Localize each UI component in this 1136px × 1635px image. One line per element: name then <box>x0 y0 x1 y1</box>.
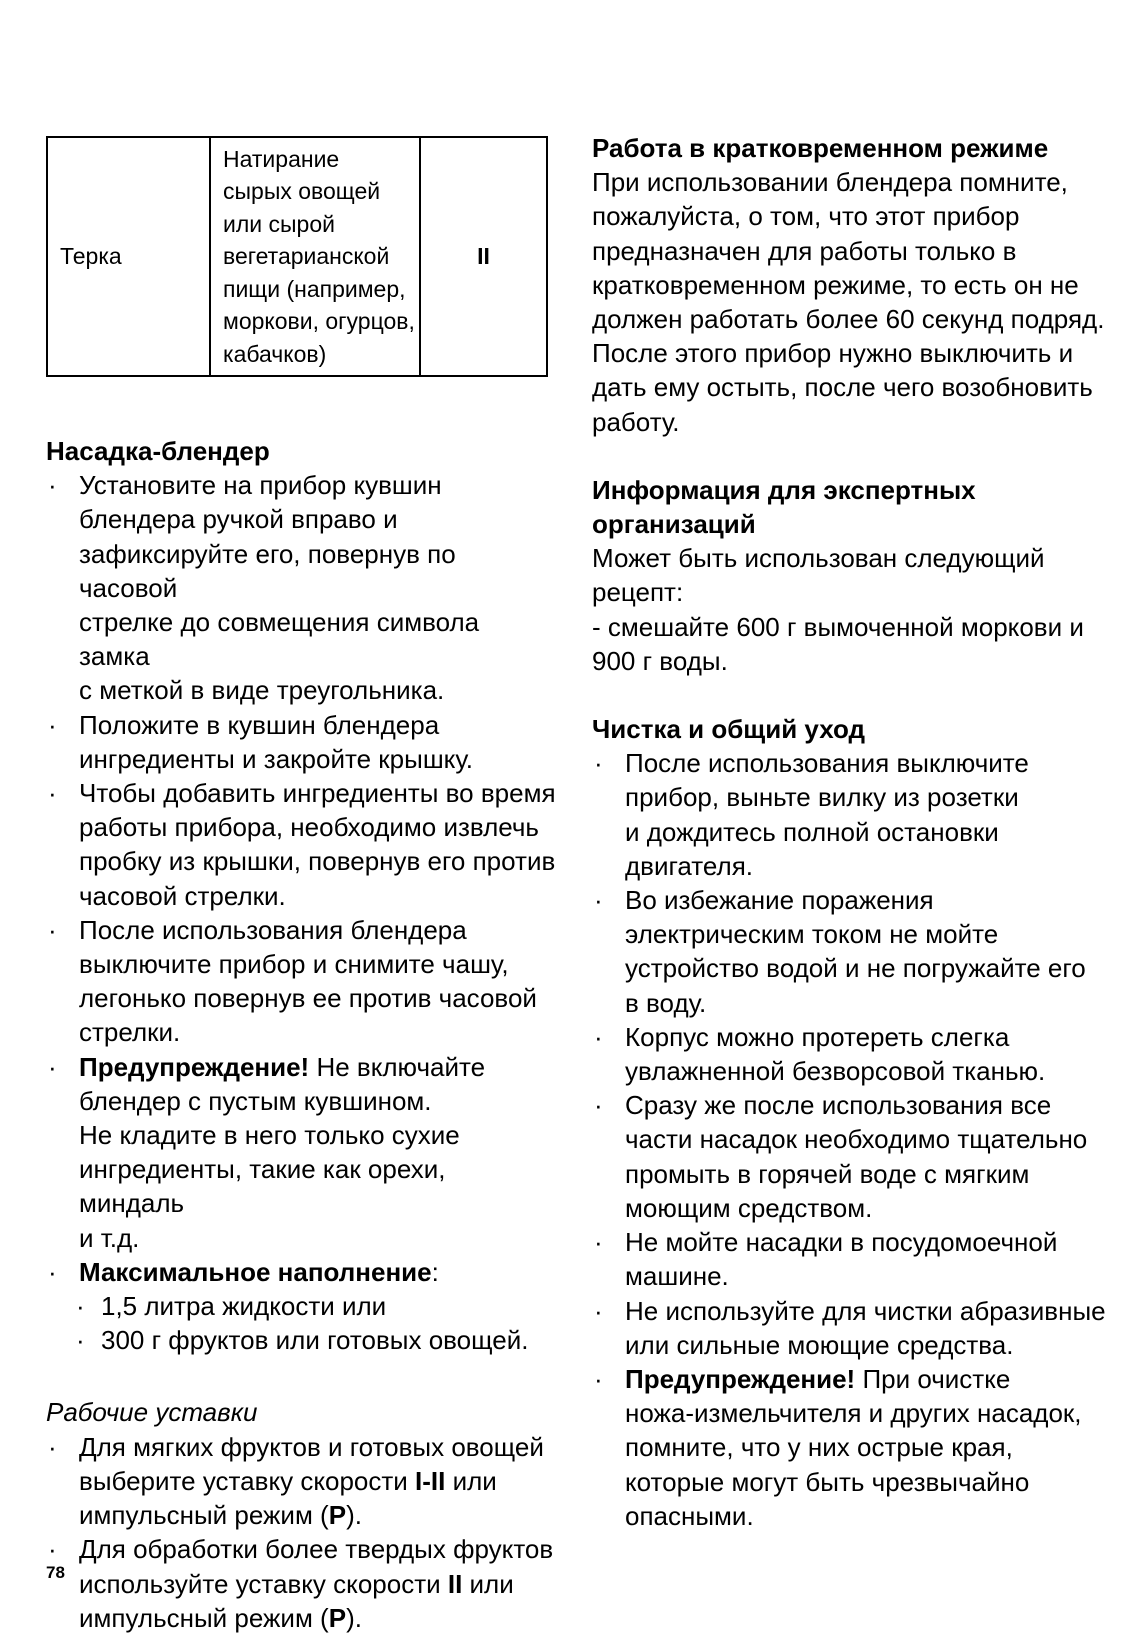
text-line: Не кладите в него только сухие <box>79 1120 460 1151</box>
list-item <box>592 1020 1112 1088</box>
text-line: прибор, выньте вилку из розетки <box>625 782 1019 813</box>
text-line: 300 г фруктов или готовых овощей. <box>101 1325 529 1356</box>
text-line: рецепт: <box>592 577 684 608</box>
list-item <box>46 913 556 1050</box>
colon: : <box>431 1256 439 1287</box>
list-item <box>592 883 1112 1020</box>
speed-value: II <box>477 243 490 269</box>
text-line: стрелки. <box>79 1017 181 1048</box>
text-line: устройство водой и не погружайте его <box>625 953 1086 984</box>
section-heading-blender: Насадка-блендер <box>46 436 270 466</box>
text-span: ). <box>346 1602 362 1633</box>
section-heading-expert <box>592 473 1112 541</box>
text-line <box>79 1601 556 1635</box>
warning-label: Предупреждение! <box>79 1051 310 1082</box>
text-line: двигателя. <box>625 850 753 881</box>
text-line: Положите в кувшин блендера <box>79 709 440 740</box>
text-line: пожалуйста, о том, что этот прибор <box>592 201 1020 232</box>
bullet-icon: · <box>48 470 57 501</box>
text-span: выберите уставку скорости <box>79 1465 416 1496</box>
text-line: которые могут быть чрезвычайно <box>625 1466 1030 1497</box>
text-line: электрическим током не мойте <box>625 919 999 950</box>
table-cell-attachment <box>48 138 211 375</box>
text-line: стрелке до совмещения символа замка <box>79 607 480 672</box>
list-item <box>592 1088 1112 1225</box>
text-line: машине. <box>625 1261 729 1292</box>
list-item <box>46 1430 556 1533</box>
text-line: промыть в горячей воде с мягким <box>625 1158 1030 1189</box>
list-item-max-fill <box>46 1255 556 1289</box>
purpose-line: моркови, огурцов, <box>223 308 415 335</box>
bullet-icon: · <box>594 1227 603 1258</box>
list-item-warning <box>46 1050 556 1255</box>
bullet-icon: · <box>48 1431 57 1462</box>
bullet-icon: · <box>594 1295 603 1326</box>
text-line <box>79 1464 556 1498</box>
pulse-label: P <box>328 1602 347 1633</box>
expert-text <box>592 541 1112 678</box>
text-span: используйте уставку скорости <box>79 1568 448 1599</box>
text-line: и т.д. <box>79 1222 140 1253</box>
text-line: Во избежание поражения <box>625 885 934 916</box>
text-line <box>79 1567 556 1601</box>
speed-label: I-II <box>415 1465 446 1496</box>
pulse-label: P <box>328 1500 347 1531</box>
text-line: пробку из крышки, повернув его против <box>79 846 556 877</box>
text-line: зафиксируйте его, повернув по часовой <box>79 538 456 603</box>
heading-line: организаций <box>592 509 756 540</box>
text-span: ). <box>346 1500 362 1531</box>
bullet-icon: · <box>48 709 57 740</box>
text-line: блендера ручкой вправо и <box>79 504 398 535</box>
blender-list <box>46 468 556 1289</box>
text-line: - смешайте 600 г вымоченной моркови и <box>592 611 1084 642</box>
purpose-line: Натирание <box>223 145 340 172</box>
list-item-warning <box>592 1362 1112 1533</box>
text-line: Может быть использован следующий <box>592 543 1045 574</box>
text-line: ингредиенты и закройте крышку. <box>79 743 473 774</box>
care-list <box>592 746 1112 1533</box>
purpose-line: пищи (например, <box>223 275 406 302</box>
text-line: Для мягких фруктов и готовых овощей <box>79 1431 544 1462</box>
text-line: должен работать более 60 секунд подряд. <box>592 304 1105 335</box>
warning-text: Не включайте <box>309 1051 486 1082</box>
bullet-icon: · <box>48 1256 57 1287</box>
text-line: с меткой в виде треугольника. <box>79 675 445 706</box>
text-line: Не используйте для чистки абразивные <box>625 1295 1106 1326</box>
text-line <box>79 1498 556 1532</box>
text-span: или <box>445 1465 497 1496</box>
purpose-line: вегетарианской <box>223 243 390 270</box>
max-fill-label: Максимальное наполнение <box>79 1256 432 1287</box>
text-line: моющим средством. <box>625 1192 873 1223</box>
bullet-icon: · <box>48 1051 57 1082</box>
text-line: увлажненной безворсовой тканью. <box>625 1056 1046 1087</box>
list-item <box>592 1225 1112 1293</box>
text-line: помните, что у них острые края, <box>625 1432 1013 1463</box>
bullet-icon: · <box>48 1534 57 1565</box>
left-column <box>46 434 556 1635</box>
list-item <box>592 1294 1112 1362</box>
section-heading-care: Чистка и общий уход <box>592 714 866 745</box>
purpose-line: сырых овощей <box>223 178 381 205</box>
bullet-icon: · <box>594 885 603 916</box>
max-fill-sublist <box>46 1289 556 1357</box>
text-line: 1,5 литра жидкости или <box>101 1291 387 1322</box>
text-line: Установите на прибор кувшин <box>79 470 442 501</box>
text-line: Сразу же после использования все <box>625 1090 1052 1121</box>
list-item <box>46 1532 556 1635</box>
attachment-table <box>46 136 548 377</box>
table-cell-purpose <box>211 138 421 375</box>
inserts-list <box>46 1430 556 1635</box>
short-mode-text <box>592 165 1112 439</box>
list-item <box>46 468 556 707</box>
bullet-icon: · <box>594 1021 603 1052</box>
purpose-text <box>223 143 415 371</box>
text-line <box>625 1362 1112 1396</box>
text-line: При использовании блендера помните, <box>592 167 1068 198</box>
bullet-icon: · <box>76 1291 85 1322</box>
table-cell-speed <box>421 138 546 375</box>
text-line: 900 г воды. <box>592 645 728 676</box>
bullet-icon: · <box>594 1363 603 1394</box>
text-span: импульсный режим ( <box>79 1500 329 1531</box>
sub-list-item <box>46 1289 556 1323</box>
right-column <box>592 131 1112 1533</box>
heading-line: Информация для экспертных <box>592 474 976 505</box>
page-number: 78 <box>46 1563 65 1582</box>
section-heading-short-mode: Работа в кратковременном режиме <box>592 133 1049 163</box>
warning-text: При очистке <box>855 1363 1011 1394</box>
text-line: выключите прибор и снимите чашу, <box>79 949 509 980</box>
text-line: и дождитесь полной остановки <box>625 816 999 847</box>
list-item <box>46 708 556 776</box>
text-line: После использования выключите <box>625 748 1029 779</box>
text-line: предназначен для работы только в <box>592 235 1017 266</box>
bullet-icon: · <box>594 748 603 779</box>
list-item <box>46 776 556 913</box>
bullet-icon: · <box>48 914 57 945</box>
text-line: После этого прибор нужно выключить и <box>592 338 1074 369</box>
text-line: работу. <box>592 406 680 437</box>
warning-label: Предупреждение! <box>625 1363 856 1394</box>
text-line: блендер с пустым кувшином. <box>79 1085 432 1116</box>
speed-label: II <box>447 1568 463 1599</box>
attachment-name: Терка <box>60 243 122 269</box>
text-line: кратковременном режиме, то есть он не <box>592 269 1079 300</box>
list-item <box>592 746 1112 883</box>
text-line: часовой стрелки. <box>79 880 286 911</box>
text-line: или сильные моющие средства. <box>625 1329 1014 1360</box>
text-line: Для обработки более твердых фруктов <box>79 1534 554 1565</box>
text-span: или <box>462 1568 514 1599</box>
text-line: опасными. <box>625 1500 754 1531</box>
section-heading-inserts: Рабочие уставки <box>46 1397 258 1428</box>
purpose-line: или сырой <box>223 210 335 237</box>
text-line: дать ему остыть, после чего возобновить <box>592 372 1093 403</box>
text-line: После использования блендера <box>79 914 467 945</box>
text-line: Корпус можно протереть слегка <box>625 1021 1010 1052</box>
text-line: части насадок необходимо тщательно <box>625 1124 1088 1155</box>
text-line: Чтобы добавить ингредиенты во время <box>79 778 556 809</box>
text-line: ножа-измельчителя и других насадок, <box>625 1398 1082 1429</box>
text-line: в воду. <box>625 987 707 1018</box>
text-span: импульсный режим ( <box>79 1602 329 1633</box>
text-line: легонько повернув ее против часовой <box>79 983 537 1014</box>
bullet-icon: · <box>48 778 57 809</box>
text-line: работы прибора, необходимо извлечь <box>79 812 539 843</box>
bullet-icon: · <box>76 1325 85 1356</box>
sub-list-item <box>46 1323 556 1357</box>
text-line <box>79 1050 556 1084</box>
text-line: Не мойте насадки в посудомоечной <box>625 1227 1058 1258</box>
text-line: ингредиенты, такие как орехи, миндаль <box>79 1154 446 1219</box>
text-line <box>79 1255 556 1289</box>
purpose-line: кабачков) <box>223 340 327 367</box>
bullet-icon: · <box>594 1090 603 1121</box>
